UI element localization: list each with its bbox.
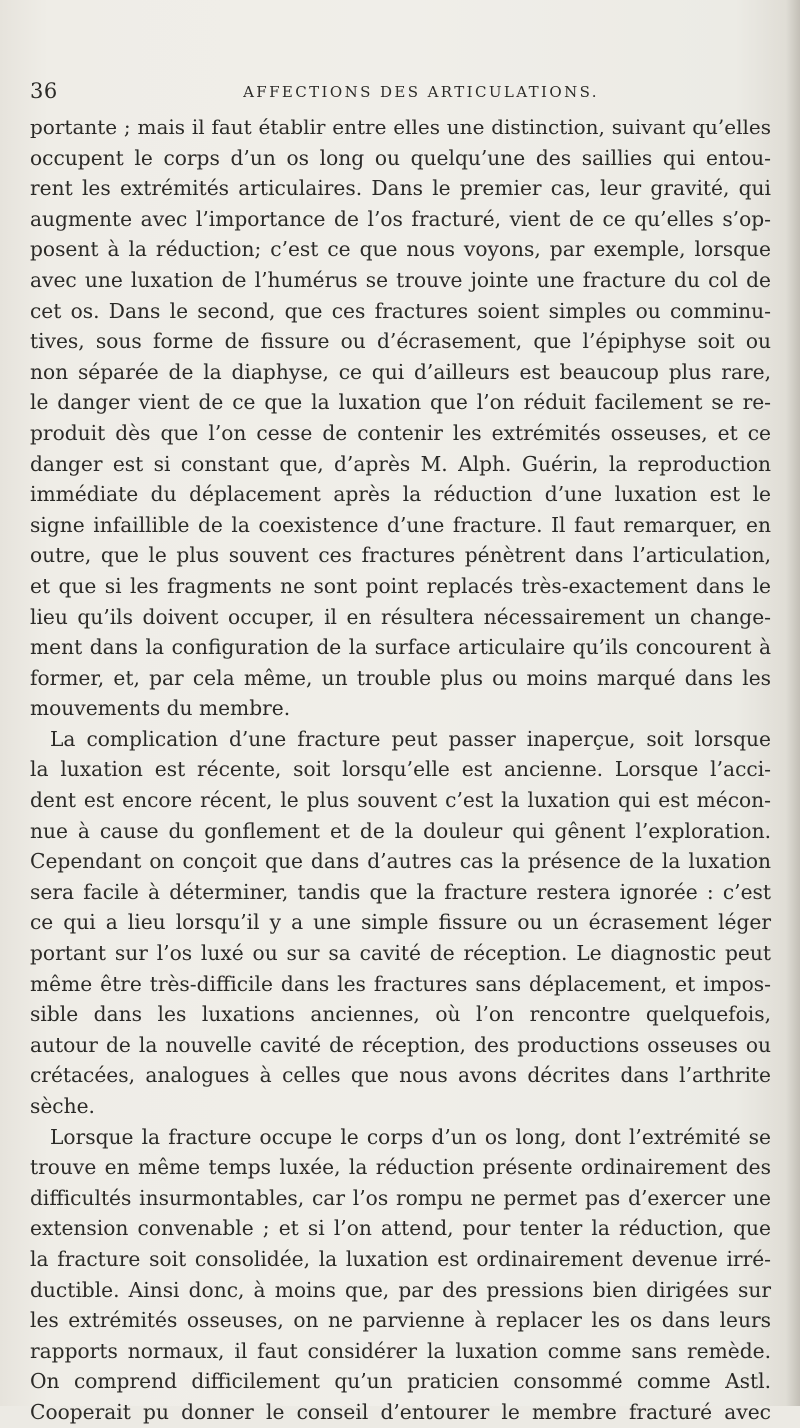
text-line: les extrémités osseuses, on ne parvienne à replacer les os dans leurs xyxy=(30,1308,771,1333)
text-line: non séparée de la diaphyse, ce qui d’ailleurs est beaucoup plus rare, xyxy=(30,359,771,384)
text-line: et que si les fragments ne sont point replacés très-exactement dans le xyxy=(30,573,771,598)
page-header xyxy=(30,79,786,105)
text-line: extension convenable ; et si l’on attend, pour tenter la réduction, que xyxy=(30,1216,771,1241)
text-line: Cependant on conçoit que dans d’autres cas la présence de la luxation xyxy=(30,849,771,874)
text-line: outre, que le plus souvent ces fractures pénètrent dans l’articulation, xyxy=(30,543,771,568)
text-line: portant sur l’os luxé ou sur sa cavité de réception. Le diagnostic peut xyxy=(30,941,771,966)
page-number: 36 xyxy=(30,79,58,103)
text-line: sera facile à déterminer, tandis que la fracture restera ignorée : c’est xyxy=(30,879,771,904)
text-line: immédiate du déplacement après la réduction d’une luxation est le xyxy=(30,482,771,507)
text-line: la luxation est récente, soit lorsqu’elle est ancienne. Lorsque l’acci- xyxy=(30,757,771,782)
text-line: posent à la réduction; c’est ce que nous voyons, par exemple, lorsque xyxy=(30,237,771,262)
text-line: avec une luxation de l’humérus se trouve jointe une fracture du col de xyxy=(30,267,771,292)
text-line: difficultés insurmontables, car l’os rompu ne permet pas d’exercer une xyxy=(30,1185,771,1210)
text-line: nue à cause du gonflement et de la douleur qui gênent l’exploration. xyxy=(30,818,771,843)
text-line: ce qui a lieu lorsqu’il y a une simple fissure ou un écrasement léger xyxy=(30,910,771,935)
text-line: former, et, par cela même, un trouble plus ou moins marqué dans les xyxy=(30,665,771,690)
text-line: occupent le corps d’un os long ou quelqu’une des saillies qui entou- xyxy=(30,145,771,170)
text-line: ductible. Ainsi donc, à moins que, par des pressions bien dirigées sur xyxy=(30,1277,771,1302)
text-line: cet os. Dans le second, que ces fractures soient simples ou comminu- xyxy=(30,298,771,323)
text-line: la fracture soit consolidée, la luxation est ordinairement devenue irré- xyxy=(30,1246,771,1271)
text-line: dent est encore récent, le plus souvent c’est la luxation qui est mécon- xyxy=(30,788,771,813)
text-line: rent les extrémités articulaires. Dans le premier cas, leur gravité, qui xyxy=(30,176,771,201)
text-line: signe infaillible de la coexistence d’une fracture. Il faut remarquer, en xyxy=(30,512,771,537)
text-line: même être très-difficile dans les fractures sans déplacement, et impos- xyxy=(30,971,771,996)
text-line: augmente avec l’importance de l’os fracturé, vient de ce qu’elles s’op- xyxy=(30,206,771,231)
text-line: Lorsque la fracture occupe le corps d’un os long, dont l’extrémité se xyxy=(50,1124,771,1149)
running-title: AFFECTIONS DES ARTICULATIONS. xyxy=(243,83,599,101)
text-line: lieu qu’ils doivent occuper, il en résultera nécessairement un change- xyxy=(30,604,771,629)
text-line: tives, sous forme de fissure ou d’écrasement, que l’épiphyse soit ou xyxy=(30,329,771,354)
text-line: rapports normaux, il faut considérer la luxation comme sans remède. xyxy=(30,1338,771,1363)
text-line: portante ; mais il faut établir entre elles une distinction, suivant qu’elles xyxy=(30,115,771,139)
text-line: On comprend difficilement qu’un praticien consommé comme Astl. xyxy=(30,1369,771,1394)
text-line: sible dans les luxations anciennes, où l’on rencontre quelquefois, xyxy=(30,1002,771,1027)
text-line: produit dès que l’on cesse de contenir les extrémités osseuses, et ce xyxy=(30,420,771,445)
text-line: danger est si constant que, d’après M. Alph. Guérin, la reproduction xyxy=(30,451,771,476)
text-line: trouve en même temps luxée, la réduction présente ordinairement des xyxy=(30,1155,771,1180)
text-line: Cooperait pu donner le conseil d’entourer le membre fracturé avec xyxy=(30,1399,771,1424)
text-line: le danger vient de ce que la luxation que l’on réduit facilement se re- xyxy=(30,390,771,415)
page-edge-shadow xyxy=(786,0,800,1406)
text-line: mouvements du membre. xyxy=(30,696,291,721)
text-line: sèche. xyxy=(30,1094,95,1118)
body-text xyxy=(30,112,771,1428)
text-line: autour de la nouvelle cavité de réception, des productions osseuses ou xyxy=(30,1032,771,1057)
text-line: crétacées, analogues à celles que nous avons décrites dans l’arthrite xyxy=(30,1063,771,1088)
text-line: ment dans la configuration de la surface articulaire qu’ils concourent à xyxy=(30,635,771,660)
text-line: La complication d’une fracture peut passer inaperçue, soit lorsque xyxy=(50,726,771,751)
